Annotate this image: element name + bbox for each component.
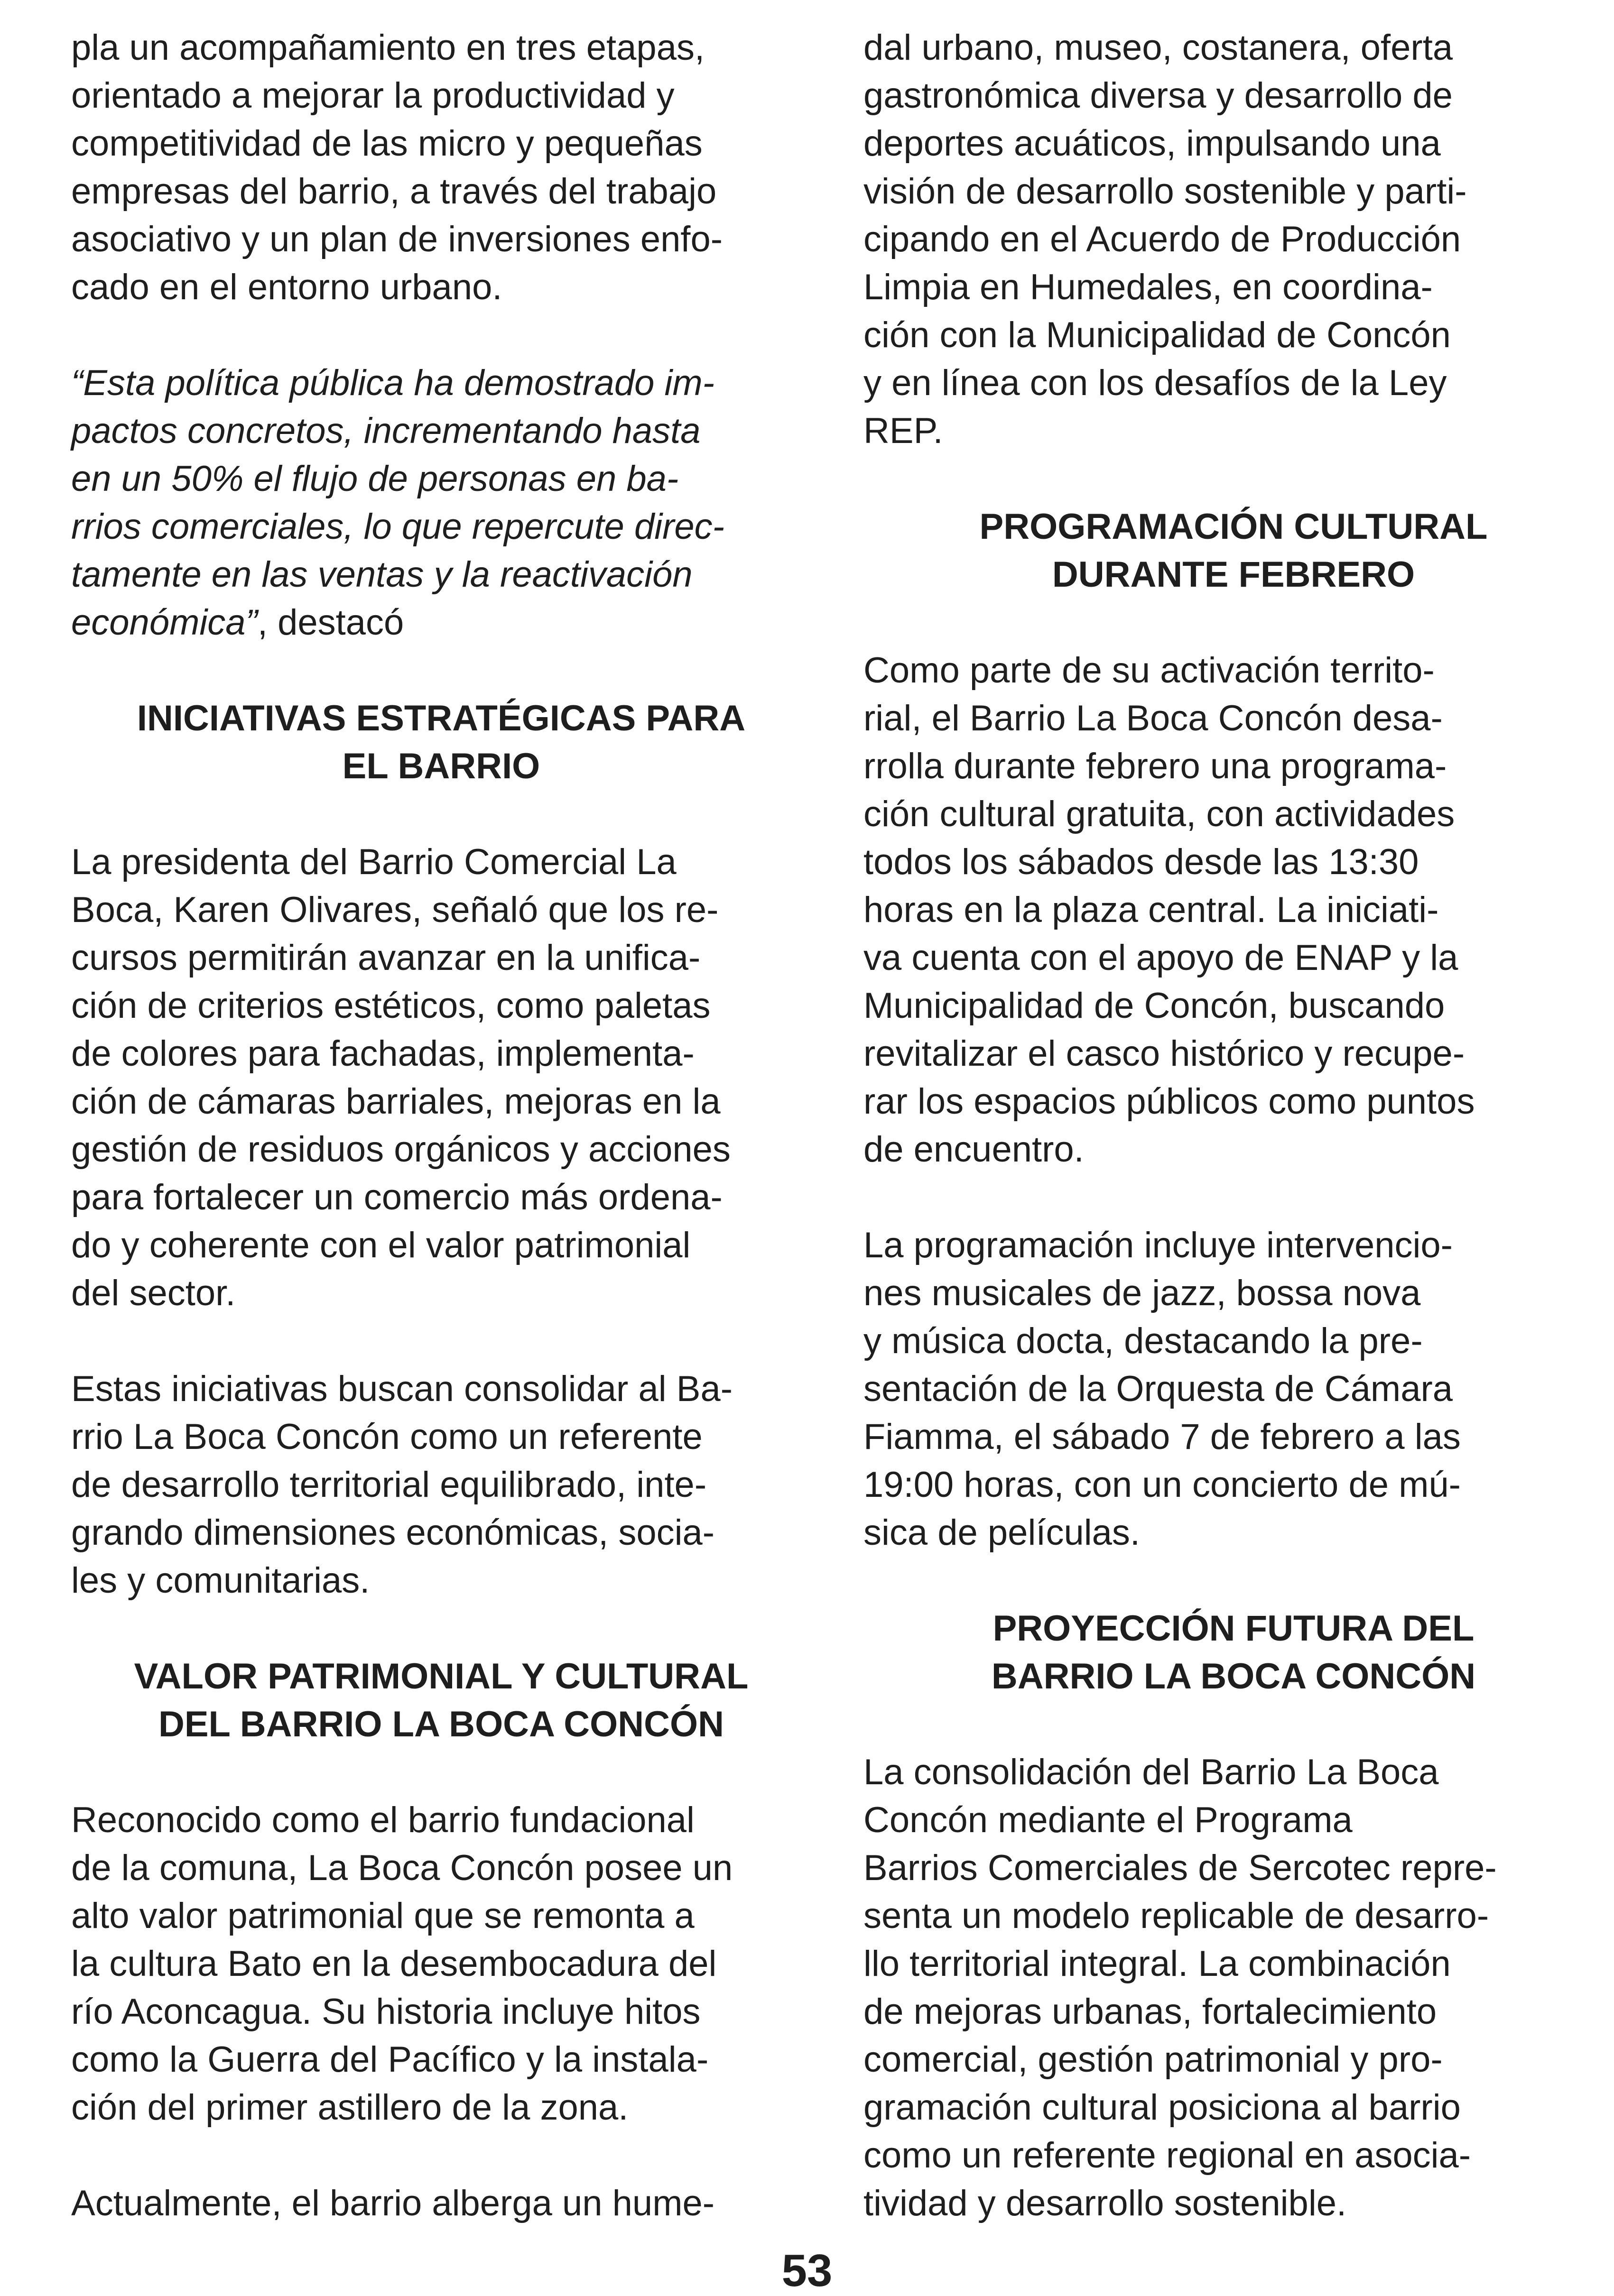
paragraph-iniciativas xyxy=(71,1365,811,1604)
text-line: orientado a mejorar la productividad y xyxy=(71,75,675,116)
quote-closing-line xyxy=(71,599,811,646)
text-line: grando dimensiones económicas, socia- xyxy=(71,1512,715,1553)
heading-line: DEL BARRIO LA BOCA CONCÓN xyxy=(158,1704,724,1744)
text-line: de desarrollo territorial equilibrado, inte- xyxy=(71,1465,707,1505)
text-line: revitalizar el casco histórico y recupe- xyxy=(863,1033,1465,1074)
paragraph-consolidacion xyxy=(863,1748,1604,2227)
heading-line: PROYECCIÓN FUTURA DEL xyxy=(993,1608,1475,1649)
text-line: Boca, Karen Olivares, señaló que los re- xyxy=(71,890,719,930)
text-line: La consolidación del Barrio La Boca xyxy=(863,1752,1439,1792)
text-line: Actualmente, el barrio alberga un hume- xyxy=(71,2183,715,2223)
quote-line: tamente en las ventas y la reactivación xyxy=(71,554,693,595)
text-line: do y coherente con el valor patrimonial xyxy=(71,1225,691,1265)
quote-line: “Esta política pública ha demostrado im- xyxy=(71,363,714,403)
text-line: todos los sábados desde las 13:30 xyxy=(863,842,1419,882)
heading-proyeccion-futura xyxy=(863,1604,1604,1700)
text-line: y música docta, destacando la pre- xyxy=(863,1321,1423,1361)
heading-line: DURANTE FEBRERO xyxy=(1052,554,1415,595)
text-line: cipando en el Acuerdo de Producción xyxy=(863,219,1461,259)
text-line: empresas del barrio, a través del trabajo xyxy=(71,171,717,212)
text-line: alto valor patrimonial que se remonta a xyxy=(71,1896,695,1936)
quote-attribution: , destacó xyxy=(257,602,404,643)
text-line: gramación cultural posiciona al barrio xyxy=(863,2087,1461,2128)
text-line: senta un modelo replicable de desarro- xyxy=(863,1896,1489,1936)
text-line: Municipalidad de Concón, buscando xyxy=(863,986,1445,1026)
paragraph-activacion xyxy=(863,646,1604,1173)
paragraph-humedal xyxy=(863,24,1604,455)
text-line: pla un acompañamiento en tres etapas, xyxy=(71,28,705,68)
text-line: REP. xyxy=(863,411,943,451)
paragraph-reconocido xyxy=(71,1796,811,2131)
text-line: de la comuna, La Boca Concón posee un xyxy=(71,1848,733,1888)
text-line: Estas iniciativas buscan consolidar al Ba- xyxy=(71,1369,733,1409)
text-line: visión de desarrollo sostenible y parti- xyxy=(863,171,1467,212)
text-line: para fortalecer un comercio más ordena- xyxy=(71,1177,723,1217)
paragraph-acompanamiento xyxy=(71,24,811,311)
text-line: dal urbano, museo, costanera, oferta xyxy=(863,28,1453,68)
text-line: como la Guerra del Pacífico y la instala- xyxy=(71,2039,709,2080)
page-number: 53 xyxy=(781,2245,833,2296)
text-line: Reconocido como el barrio fundacional xyxy=(71,1800,695,1840)
text-line: rrio La Boca Concón como un referente xyxy=(71,1417,703,1457)
text-line: horas en la plaza central. La iniciati- xyxy=(863,890,1439,930)
text-line: rial, el Barrio La Boca Concón desa- xyxy=(863,698,1443,738)
heading-line: VALOR PATRIMONIAL Y CULTURAL xyxy=(134,1656,749,1697)
text-line: sentación de la Orquesta de Cámara xyxy=(863,1369,1453,1409)
text-line: nes musicales de jazz, bossa nova xyxy=(863,1273,1421,1313)
text-line: competitividad de las micro y pequeñas xyxy=(71,123,703,164)
heading-line: INICIATIVAS ESTRATÉGICAS PARA xyxy=(137,698,746,738)
text-line: Concón mediante el Programa xyxy=(863,1800,1353,1840)
text-line: gastronómica diversa y desarrollo de xyxy=(863,75,1453,116)
text-line: va cuenta con el apoyo de ENAP y la xyxy=(863,938,1458,978)
text-line: ción con la Municipalidad de Concón xyxy=(863,315,1451,355)
text-line: Como parte de su activación territo- xyxy=(863,650,1435,691)
paragraph-programacion xyxy=(863,1221,1604,1557)
text-line: deportes acuáticos, impulsando una xyxy=(863,123,1441,164)
text-line: La presidenta del Barrio Comercial La xyxy=(71,842,677,882)
text-line: ción del primer astillero de la zona. xyxy=(71,2087,629,2128)
text-line: asociativo y un plan de inversiones enfo- xyxy=(71,219,723,259)
text-line: cado en el entorno urbano. xyxy=(71,267,502,307)
text-line: de colores para fachadas, implementa- xyxy=(71,1033,695,1074)
text-line: llo territorial integral. La combinación xyxy=(863,1944,1451,1984)
right-column xyxy=(863,24,1604,2227)
text-line: y en línea con los desafíos de la Ley xyxy=(863,363,1447,403)
text-line: ción de criterios estéticos, como paletas xyxy=(71,986,711,1026)
text-line: de mejoras urbanas, fortalecimiento xyxy=(863,1992,1437,2032)
text-line: rar los espacios públicos como puntos xyxy=(863,1081,1475,1122)
quote-end-italic: económica” xyxy=(71,602,258,643)
heading-valor-patrimonial xyxy=(71,1652,811,1748)
text-line: río Aconcagua. Su historia incluye hitos xyxy=(71,1992,701,2032)
text-line: ción cultural gratuita, con actividades xyxy=(863,794,1455,834)
text-line: Barrios Comerciales de Sercotec repre- xyxy=(863,1848,1497,1888)
text-line: cursos permitirán avanzar en la unifica- xyxy=(71,938,701,978)
text-line: tividad y desarrollo sostenible. xyxy=(863,2183,1347,2223)
text-line: 19:00 horas, con un concierto de mú- xyxy=(863,1465,1461,1505)
text-line: comercial, gestión patrimonial y pro- xyxy=(863,2039,1443,2080)
text-line: la cultura Bato en la desembocadura del xyxy=(71,1944,717,1984)
text-line: La programación incluye intervencio- xyxy=(863,1225,1453,1265)
text-line: ción de cámaras barriales, mejoras en la xyxy=(71,1081,721,1122)
paragraph-actualmente xyxy=(71,2179,811,2227)
heading-line: BARRIO LA BOCA CONCÓN xyxy=(991,1656,1476,1697)
heading-iniciativas xyxy=(71,694,811,790)
text-line: rrolla durante febrero una programa- xyxy=(863,746,1447,786)
text-line: Limpia en Humedales, en coordina- xyxy=(863,267,1433,307)
text-line: del sector. xyxy=(71,1273,236,1313)
text-line: sica de películas. xyxy=(863,1512,1140,1553)
left-column xyxy=(71,24,811,2227)
text-line: de encuentro. xyxy=(863,1129,1084,1170)
text-line: Fiamma, el sábado 7 de febrero a las xyxy=(863,1417,1461,1457)
quote-line: rrios comerciales, lo que repercute direc- xyxy=(71,507,724,547)
quote-line: en un 50% el flujo de personas en ba- xyxy=(71,459,679,499)
text-line: les y comunitarias. xyxy=(71,1560,370,1601)
heading-line: PROGRAMACIÓN CULTURAL xyxy=(979,507,1488,547)
text-line: gestión de residuos orgánicos y acciones xyxy=(71,1129,731,1170)
text-line: como un referente regional en asocia- xyxy=(863,2135,1471,2176)
heading-programacion-cultural xyxy=(863,503,1604,599)
paragraph-presidenta xyxy=(71,838,811,1317)
quote-line: pactos concretos, incrementando hasta xyxy=(71,411,701,451)
heading-line: EL BARRIO xyxy=(342,746,540,786)
quote-paragraph xyxy=(71,359,811,646)
